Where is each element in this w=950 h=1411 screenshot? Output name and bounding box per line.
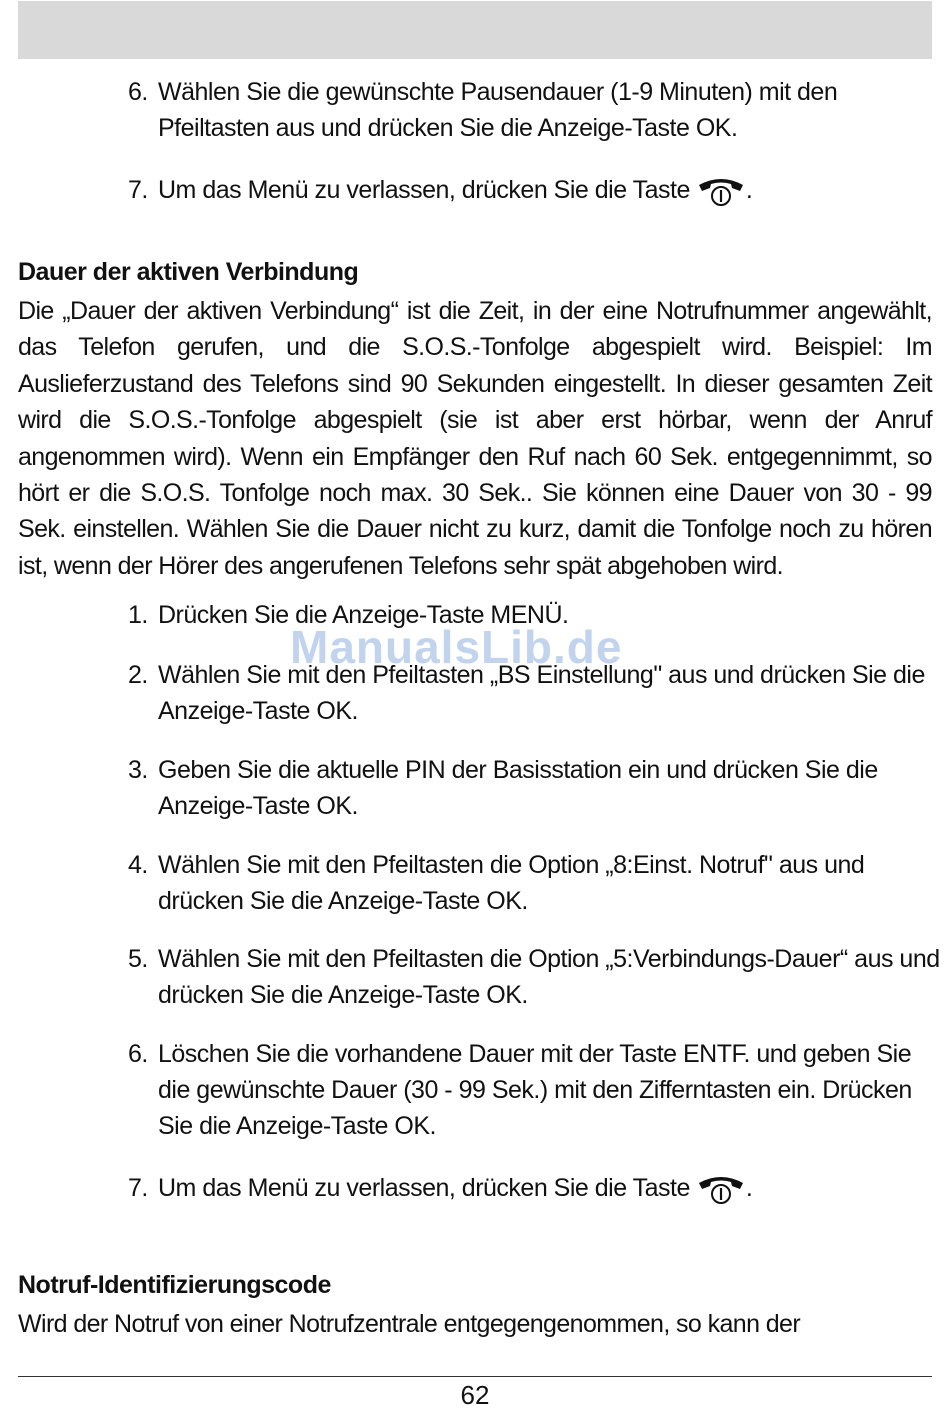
footer-divider <box>18 1376 932 1377</box>
step-number: 3. <box>128 756 148 784</box>
list-item <box>128 752 940 824</box>
list-item <box>128 941 940 1013</box>
step-number: 7. <box>128 1174 148 1202</box>
watermark: ManualsLib.de <box>290 621 623 673</box>
step-text-wrap <box>158 172 940 208</box>
list-item <box>128 1170 940 1206</box>
list-item <box>128 847 940 919</box>
section-heading: Notruf-Identifizierungscode <box>18 1271 331 1299</box>
step-number: 5. <box>128 945 148 973</box>
step-text: Wählen Sie mit den Pfeiltasten die Option „8:Einst. Notruf" aus und drücken Sie die Anzeige-Taste OK. <box>158 851 865 915</box>
step-number: 6. <box>128 1040 148 1068</box>
step-suffix: . <box>745 1174 753 1202</box>
page-number: 62 <box>460 1380 490 1410</box>
section-paragraph: Die „Dauer der aktiven Verbindung“ ist die Zeit, in der eine Notrufnummer angewählt, das Telefon gerufen, und die S.O.S.-Tonfolge abgespielt wird. Beispiel: Im Auslieferzustand des Telefons sind 90 Sekunden eingestellt. In dieser gesamten Zeit wird die S.O.S.-Tonfolge abgespielt (sie ist aber erst hörbar, wenn der Anruf angenommen wird). Wenn ein Empfänger den Ruf nach 60 Sek. entgegennimmt, so hört er die S.O.S. Tonfolge noch max. 30 Sek.. Sie können eine Dauer von 30 - 99 Sek. einstellen. Wählen Sie die Dauer nicht zu kurz, damit die Tonfolge noch zu hören ist, wenn der Hörer des angerufenen Telefons sehr spät abgehoben wird. <box>18 297 932 580</box>
step-text: Wählen Sie mit den Pfeiltasten die Option „5:Verbindungs-Dauer“ aus und drücken Sie die Anzeige-Taste OK. <box>158 945 940 1009</box>
section-heading: Dauer der aktiven Verbindung <box>18 258 359 286</box>
step-number: 1. <box>128 601 148 629</box>
step-text: Um das Menü zu verlassen, drücken Sie die Taste <box>158 1174 690 1202</box>
step-number: 6. <box>128 78 148 106</box>
end-call-phone-icon <box>696 1173 746 1205</box>
step-text-wrap <box>158 1170 940 1206</box>
step-text: Um das Menü zu verlassen, drücken Sie die Taste <box>158 176 690 204</box>
section1-step-list <box>128 597 940 1217</box>
end-call-phone-icon <box>696 175 746 207</box>
list-item <box>128 74 940 146</box>
list-item <box>128 1036 940 1144</box>
step-text: Drücken Sie die Anzeige-Taste MENÜ. <box>158 601 569 629</box>
step-number: 7. <box>128 176 148 204</box>
section-paragraph: Wird der Notruf von einer Notrufzentrale entgegengenommen, so kann der <box>18 1310 801 1338</box>
step-text: Wählen Sie mit den Pfeiltasten „BS Einstellung" aus und drücken Sie die Anzeige-Taste OK. <box>158 661 925 725</box>
step-text: Geben Sie die aktuelle PIN der Basisstation ein und drücken Sie die Anzeige-Taste OK. <box>158 756 878 820</box>
list-item <box>128 172 940 208</box>
step-text: Löschen Sie die vorhandene Dauer mit der Taste ENTF. und geben Sie die gewünschte Dauer (30 - 99 Sek.) mit den Zifferntasten ein. Drücken Sie die Anzeige-Taste OK. <box>158 1040 912 1140</box>
header-bar <box>18 1 932 59</box>
step-suffix: . <box>745 176 753 204</box>
step-text: Wählen Sie die gewünschte Pausendauer (1-9 Minuten) mit den Pfeiltasten aus und drücken Sie die Anzeige-Taste OK. <box>158 78 838 142</box>
step-number: 2. <box>128 661 148 689</box>
step-number: 4. <box>128 851 148 879</box>
intro-step-list <box>128 74 940 224</box>
